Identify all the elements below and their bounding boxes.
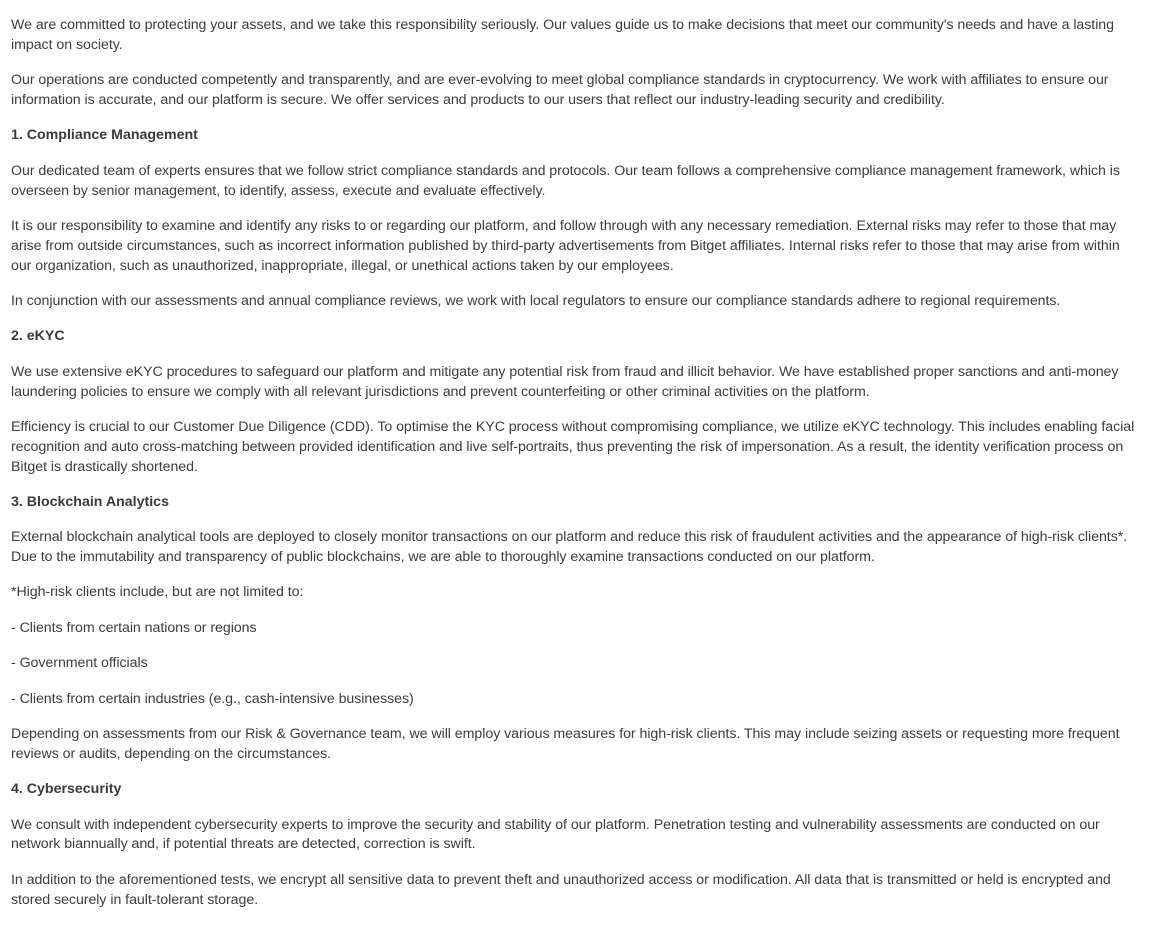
intro-paragraph: Our operations are conducted competently and transparently, and are ever-evolving to meet global compliance standards in cryptocurrency. We work with affiliates to ensure our information is accurate, and our platform is secure. We offer services and products to our users that reflect our industry-leading security and credibility.: [11, 72, 1109, 108]
section-heading-cybersecurity: 4. Cybersecurity: [11, 781, 122, 798]
section-paragraph: We use extensive eKYC procedures to safeguard our platform and mitigate any potential risk from fraud and illicit behavior. We have established proper sanctions and anti-money laundering policies to ensure we comply with all relevant jurisdictions and prevent counterfeiting or other criminal activities on the platform.: [11, 363, 1119, 400]
section-paragraph: In conjunction with our assessments and annual compliance reviews, we work with local regulators to ensure our compliance standards adhere to regional requirements.: [11, 292, 1061, 309]
list-item: - Clients from certain nations or regions: [11, 619, 257, 636]
section-heading-ekyc: 2. eKYC: [11, 328, 65, 345]
section-heading-blockchain-analytics: 3. Blockchain Analytics: [11, 493, 169, 510]
list-item: - Clients from certain industries (e.g., cash-intensive businesses): [11, 690, 414, 707]
section-paragraph: *High-risk clients include, but are not limited to:: [11, 584, 304, 601]
section-paragraph: Efficiency is crucial to our Customer Due Diligence (CDD). To optimise the KYC process without compromising compliance, we utilize eKYC technology. This includes enabling facial recognition and auto cross-matching between provided identification and live self-portraits, thus preventing the risk of impersonation. As a result, the identity verification process on Bitget is drastically shortened.: [11, 418, 1135, 475]
section-paragraph: External blockchain analytical tools are deployed to closely monitor transactions on our platform and reduce this risk of fraudulent activities and the appearance of high-risk clients*. Due to the immutability and transparency of public blockchains, we are able to thoroughly examine transactions conducted on our platform.: [11, 529, 1128, 566]
list-item: - Government officials: [11, 655, 148, 672]
section-paragraph: It is our responsibility to examine and identify any risks to or regarding our platform, and follow through with any necessary remediation. External risks may refer to those that may arise from outside circumstances, such as incorrect information published by third-party advertisements from Bitget affiliates. Internal risks refer to those that may arise from within our organization, such as unauthorized, inappropriate, illegal, or unethical actions taken by our employees.: [11, 217, 1120, 274]
section-paragraph: In addition to the aforementioned tests, we encrypt all sensitive data to prevent theft and unauthorized access or modification. All data that is transmitted or held is encrypted and stored securely in fault-tolerant storage.: [11, 871, 1111, 908]
section-paragraph: Depending on assessments from our Risk & Governance team, we will employ various measures for high-risk clients. This may include seizing assets or requesting more frequent reviews or audits, depending on the circumstances.: [11, 726, 1120, 762]
section-heading-compliance-management: 1. Compliance Management: [11, 127, 198, 144]
intro-paragraph: We are committed to protecting your assets, and we take this responsibility seriously. Our values guide us to make decisions that meet our community's needs and have a lasting impact on society.: [11, 17, 1114, 53]
section-paragraph: We consult with independent cybersecurity experts to improve the security and stability of our platform. Penetration testing and vulnerability assessments are conducted on our network biannually and, if potential threats are detected, correction is swift.: [11, 816, 1100, 853]
section-paragraph: Our dedicated team of experts ensures that we follow strict compliance standards and protocols. Our team follows a comprehensive compliance management framework, which is overseen by senior management, to identify, assess, execute and evaluate effectively.: [11, 162, 1120, 199]
